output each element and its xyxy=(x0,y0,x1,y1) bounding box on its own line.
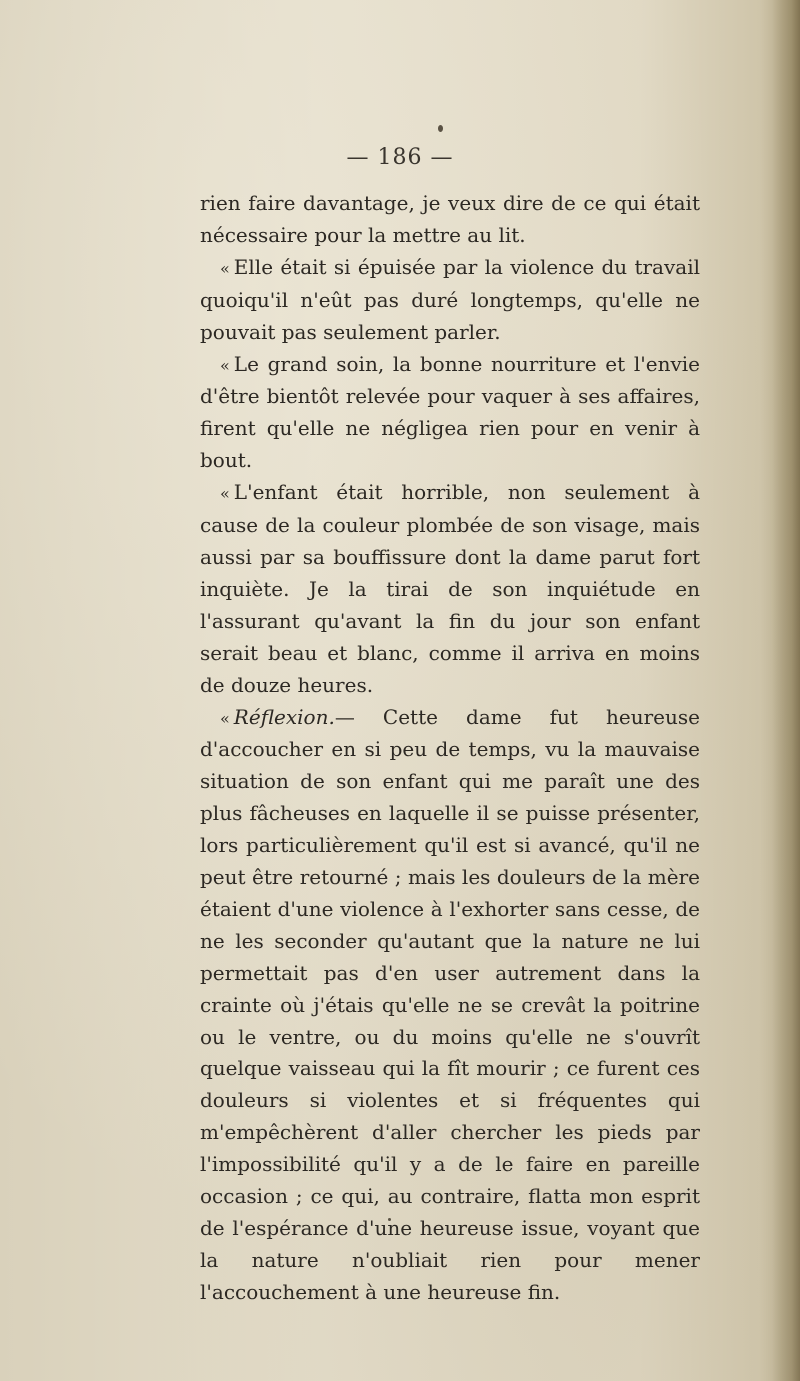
opening-quote: « xyxy=(220,484,230,504)
page-edge-shadow xyxy=(772,0,800,1381)
paragraph xyxy=(200,477,700,701)
paragraph-text: L'enfant était horrible, non seulement à cause de la couleur plombée de son visage, mais aussi par sa bouffissure dont la dame parut fort inquiète. Je la tirai de son inquiétude en l'assurant qu'avant la fin du jour son enfant serait beau et blanc, comme il arriva en moins de douze heures. xyxy=(200,480,700,697)
ink-speck xyxy=(438,125,443,132)
opening-quote: « xyxy=(220,708,230,728)
opening-quote: « xyxy=(220,258,230,278)
reflexion-heading: Réflexion. xyxy=(233,704,335,729)
paragraph xyxy=(200,702,700,1309)
paragraph-text: Le grand soin, la bonne nourriture et l'envie d'être bientôt relevée pour vaquer à ses affaires, firent qu'elle ne négligea rien pour en venir à bout. xyxy=(200,351,700,473)
paragraph xyxy=(200,349,700,478)
paragraph-text: — Cette dame fut heureuse d'accoucher en si peu de temps, vu la mauvaise situation de son enfant qui me paraît une des plus fâcheuses en laquelle il se puisse présenter, lors particulièrement qu'il est si avancé, qu'il ne peut être retourné ; mais les douleurs de la mère étaient d'une violence à l'exhorter sans cesse, de ne les seconder qu'autant que la nature ne lui permettait pas d'en user autrement dans la crainte où j'étais qu'elle ne se crevât la poitrine ou le ventre, ou du moins qu'elle ne s'ouvrît quelque vaisseau qui la fît mourir ; ce furent ces douleurs si violentes et si fréquentes qui m'empêchèrent d'aller chercher les pieds par l'impossibilité qu'il y a de le faire en pareille occasion ; ce qui, au contraire, flatta mon esprit de l'espérance d'une heureuse issue, voyant que la nature n'oubliait rien pour mener l'accouchement à une heureuse fin. xyxy=(200,704,700,1304)
body-text xyxy=(200,188,700,1309)
page-number: — 186 — xyxy=(346,145,454,170)
paragraph-text: Elle était si épuisée par la violence du travail quoiqu'il n'eût pas duré longtemps, qu'elle ne pouvait pas seulement parler. xyxy=(200,254,700,344)
paragraph-text: rien faire davantage, je veux dire de ce qui était nécessaire pour la mettre au lit. xyxy=(200,191,700,247)
paragraph xyxy=(200,252,700,349)
opening-quote: « xyxy=(220,355,230,375)
paragraph xyxy=(200,188,700,252)
